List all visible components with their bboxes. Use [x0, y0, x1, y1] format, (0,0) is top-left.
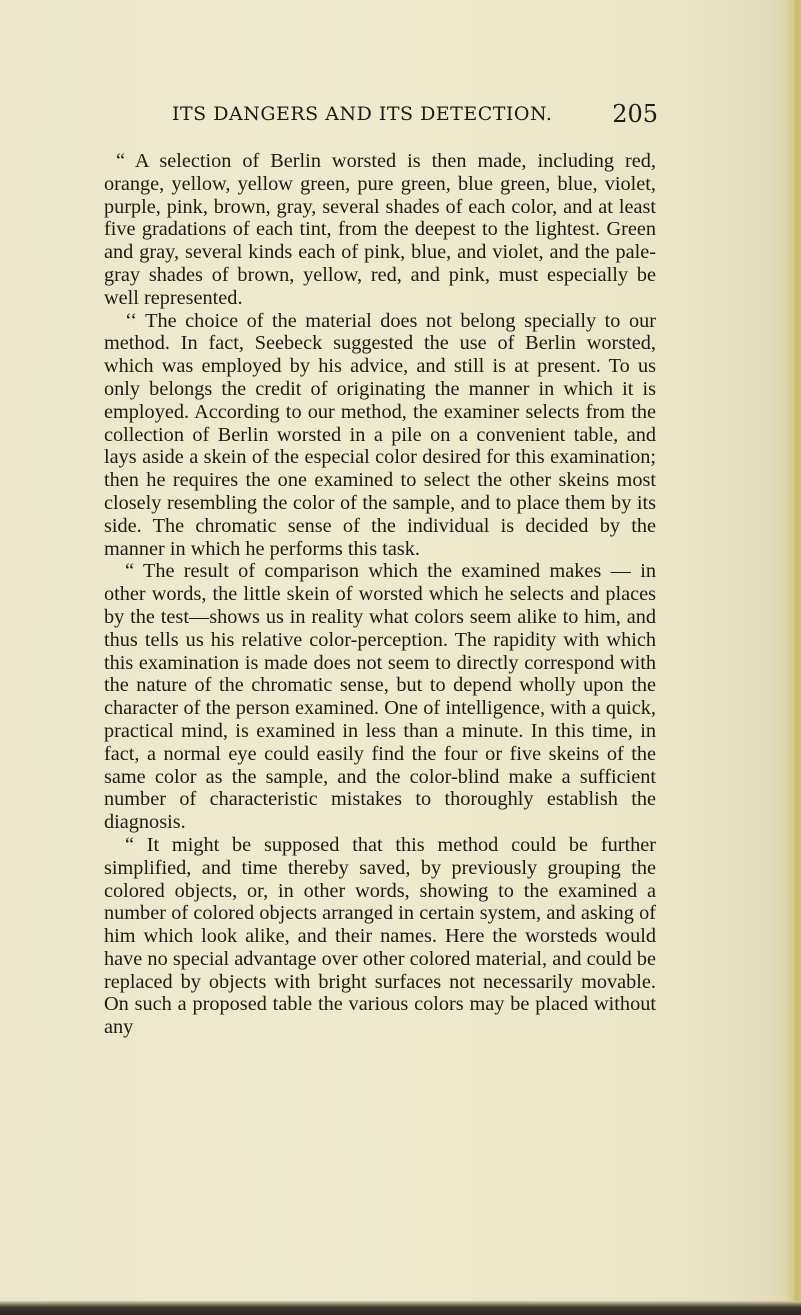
page-edge-shadow-right: [787, 0, 801, 1315]
paragraph-1: “ A selection of Berlin worsted is then made, including red, orange, yellow, yellow green, pure green, blue green, blue, violet, purple, pink, brown, gray, several shades of each color, and at least five gradations of each tint, from the deepest to the lightest. Green and gray, several kinds each of pink, blue, and violet, and the pale-gray shades of brown, yellow, red, and pink, must especially be well represented.: [104, 150, 656, 309]
page-edge-shadow-bottom: [0, 1301, 801, 1315]
running-header: [172, 100, 658, 131]
paragraph-3: “ The result of comparison which the examined makes — in other words, the little skein of worsted which he selects and places by the test—shows us in reality what colors seem alike to him, and thus tells us his relative color-perception. The rapidity with which this examination is made does not seem to directly correspond with the nature of the chromatic sense, but to depend wholly upon the character of the person examined. One of intelligence, with a quick, practical mind, is examined in less than a minute. In this time, in fact, a normal eye could easily find the four or five skeins of the same color as the sample, and the color-blind make a sufficient number of characteristic mistakes to thoroughly establish the diagnosis.: [104, 560, 656, 834]
running-title: ITS DANGERS AND ITS DETECTION.: [172, 103, 553, 125]
body-text: [104, 150, 656, 1039]
paragraph-4: “ It might be supposed that this method could be further simplified, and time thereby saved, by previously grouping the colored objects, or, in other words, showing to the examined a number of colored objects arranged in certain system, and asking of him which look alike, and their names. Here the worsteds would have no special advantage over other colored material, and could be replaced by objects with bright surfaces not necessarily movable. On such a proposed table the various colors may be placed without any: [104, 833, 656, 1039]
page-number: 205: [612, 100, 658, 128]
paragraph-2: ‘‘ The choice of the material does not belong specially to our method. In fact, Seebeck suggested the use of Berlin worsted, which was employed by his advice, and still is at present. To us only belongs the credit of originating the manner in which it is employed. According to our method, the examiner selects from the collection of Berlin worsted in a pile on a convenient table, and lays aside a skein of the especial color desired for this examination; then he requires the one examined to select the other skeins most closely resembling the color of the sample, and to place them by its side. The chromatic sense of the individual is decided by the manner in which he performs this task.: [104, 309, 656, 560]
